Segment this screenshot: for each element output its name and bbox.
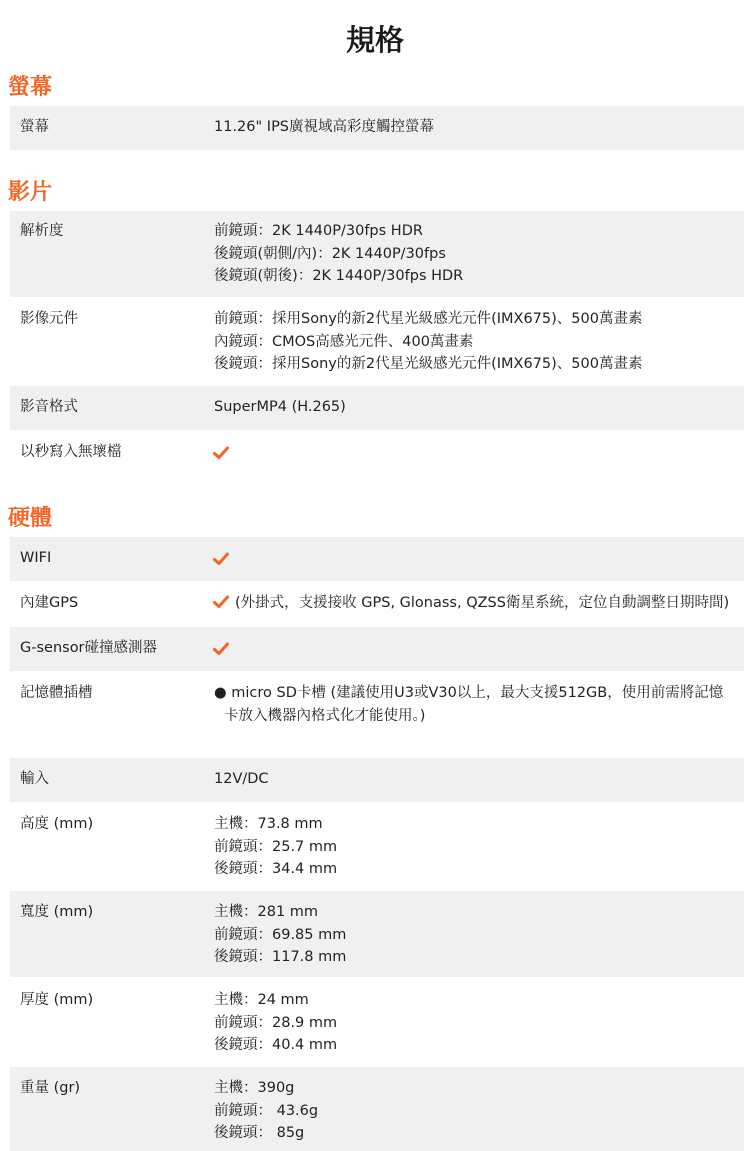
spec-row-gps bbox=[10, 582, 744, 626]
spec-value: SuperMP4 (H.265) bbox=[214, 399, 346, 415]
spec-row-wifi bbox=[10, 537, 744, 581]
spec-value: 主機：281 mm 前鏡頭：69.85 mm 後鏡頭：117.8 mm bbox=[214, 904, 347, 965]
spec-label: 影像元件 bbox=[20, 311, 78, 327]
spec-row-weight bbox=[10, 1067, 744, 1151]
spec-label: 寬度 (mm) bbox=[20, 904, 94, 920]
page-title: 規格 bbox=[345, 23, 404, 57]
spec-value: 主機：73.8 mm 前鏡頭：25.7 mm 後鏡頭：34.4 mm bbox=[214, 816, 338, 877]
spec-row-thickness bbox=[10, 979, 744, 1065]
spec-label: 螢幕 bbox=[20, 119, 49, 135]
spec-value: 前鏡頭：採用Sony的新2代星光級感光元件(IMX675)、500萬畫素 內鏡頭：CMOS高感光元件、400萬畫素 後鏡頭：採用Sony的新2代星光級感光元件(IMX675)、500萬畫素 bbox=[214, 311, 643, 372]
spec-label: G-sensor碰撞感測器 bbox=[20, 640, 158, 656]
spec-label: 記憶體插槽 bbox=[20, 685, 93, 701]
section-heading-hardware: 硬體 bbox=[8, 506, 53, 531]
section-heading-screen: 螢幕 bbox=[8, 75, 53, 100]
check-mark-icon bbox=[213, 446, 229, 460]
spec-row-sensor bbox=[10, 298, 744, 384]
spec-value: 12V/DC bbox=[214, 771, 269, 787]
gps-note: (外掛式，支援接收 GPS, Glonass, QZSS衛星系統，定位自動調整日期時間) bbox=[235, 595, 730, 611]
spec-row-input bbox=[10, 758, 744, 802]
spec-row-height bbox=[10, 803, 744, 889]
spec-label: 輸入 bbox=[20, 771, 49, 787]
spec-row-screen bbox=[10, 106, 744, 150]
spec-label: 解析度 bbox=[20, 223, 64, 239]
spec-value bbox=[213, 592, 729, 617]
check-mark-icon bbox=[213, 642, 229, 656]
spec-label: 內建GPS bbox=[20, 595, 79, 611]
spec-row-memory bbox=[10, 672, 744, 756]
spec-row-gsensor bbox=[10, 627, 744, 671]
spec-value: 11.26" IPS廣視域高彩度觸控螢幕 bbox=[214, 119, 435, 135]
spec-row-format bbox=[10, 386, 744, 430]
spec-value: 主機：24 mm 前鏡頭：28.9 mm 後鏡頭：40.4 mm bbox=[214, 992, 338, 1053]
spec-value: 主機：390g 前鏡頭： 43.6g 後鏡頭： 85g bbox=[214, 1080, 319, 1141]
check-mark-icon bbox=[213, 594, 229, 617]
spec-value: ● micro SD卡槽 (建議使用U3或V30以上，最大支援512GB，使用前需將記憶 卡放入機器內格式化才能使用。) bbox=[214, 685, 724, 724]
spec-row-width bbox=[10, 891, 744, 977]
spec-row-write bbox=[10, 431, 744, 475]
spec-label: 影音格式 bbox=[20, 399, 78, 415]
spec-label: 重量 (gr) bbox=[20, 1080, 81, 1096]
check-mark-icon bbox=[213, 552, 229, 566]
spec-label: 以秒寫入無壞檔 bbox=[20, 444, 122, 460]
spec-label: WIFI bbox=[20, 550, 52, 566]
spec-label: 高度 (mm) bbox=[20, 816, 94, 832]
spec-label: 厚度 (mm) bbox=[20, 992, 94, 1008]
spec-row-resolution bbox=[10, 211, 744, 297]
spec-value: 前鏡頭：2K 1440P/30fps HDR 後鏡頭(朝側/內)：2K 1440P/30fps 後鏡頭(朝後)：2K 1440P/30fps HDR bbox=[214, 223, 464, 284]
section-heading-video: 影片 bbox=[8, 180, 53, 205]
